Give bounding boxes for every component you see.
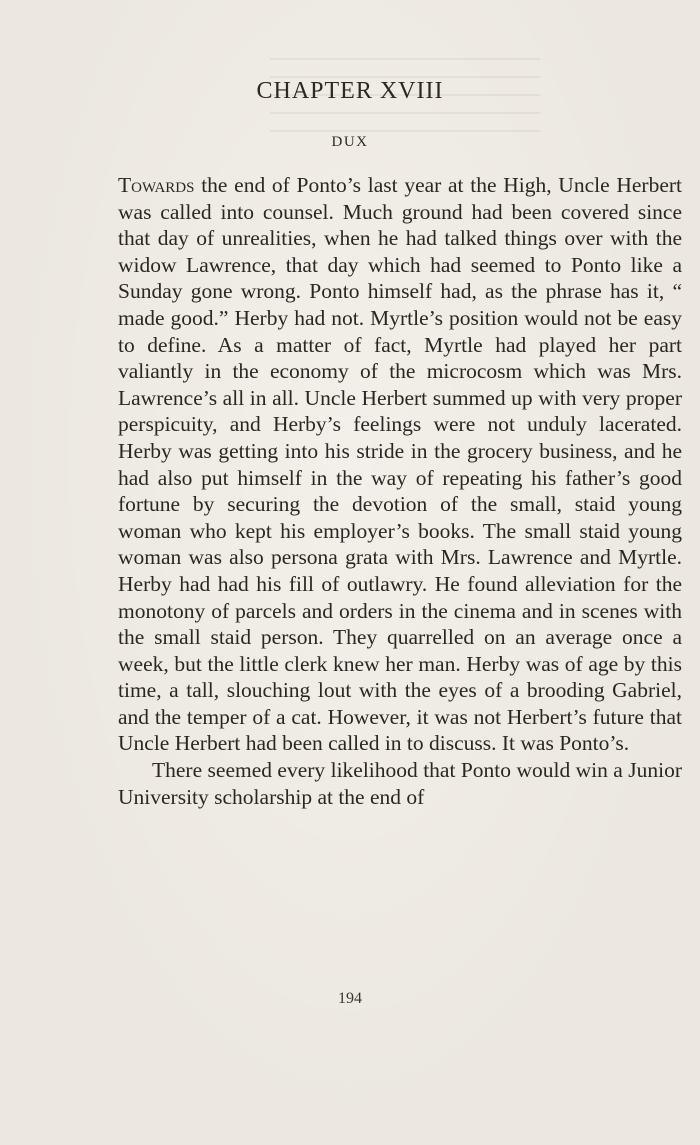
paragraph-2 xyxy=(118,757,682,810)
paragraph-1-text: the end of Ponto’s last year at the High, Uncle Herbert was called into counsel. Much ground had been covered since that day of unrealities, when he had talked things over with the widow Lawrence, that day which had seemed to Ponto like a Sunday gone wrong. Ponto himself had, as the phrase has it, “ made good.” Herby had not. Myrtle’s position would not be easy to define. As a matter of fact, Myrtle had played her part valiantly in the economy of the microcosm which was Mrs. Lawrence’s all in all. Uncle Herbert summed up with very proper perspicuity, and Herby’s feelings were not unduly lacerated. Herby was getting into his stride in the grocery business, and he had also put himself in the way of repeating his father’s good fortune by securing the devotion of the small, staid young woman who kept his employer’s books. The small staid young woman was also persona grata with Mrs. Lawrence and Myrtle. Herby had had his fill of outlawry. He found alleviation for the monotony of parcels and orders in the cinema and in scenes with the small staid person. They quarrelled on an average once a week, but the little clerk knew her man. Herby was of age by this time, a tall, slouching lout with the eyes of a brooding Gabriel, and the temper of a cat. However, it was not Herbert’s future that Uncle Herbert had been called in to discuss. It was Ponto’s. xyxy=(118,173,682,756)
chapter-title: CHAPTER XVIII xyxy=(256,78,444,104)
paragraph-2-text: There seemed every likelihood that Ponto would win a Junior University scholarship at the end of xyxy=(118,758,682,809)
lead-word: Towards xyxy=(118,173,195,197)
body-text xyxy=(118,172,682,810)
chapter-subtitle: DUX xyxy=(331,134,369,150)
paragraph-1 xyxy=(118,172,682,757)
page-number: 194 xyxy=(338,990,362,1007)
